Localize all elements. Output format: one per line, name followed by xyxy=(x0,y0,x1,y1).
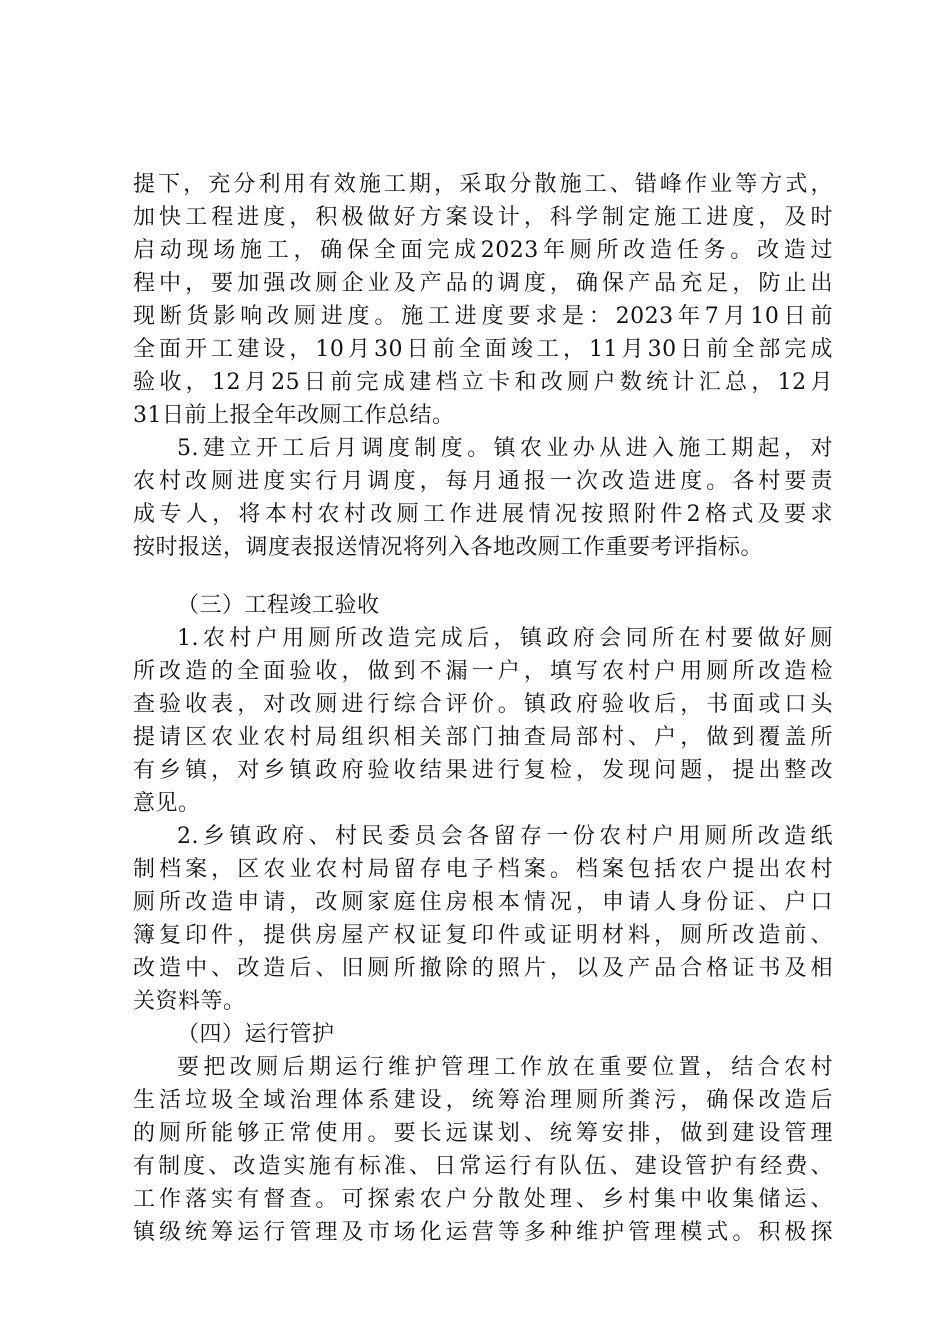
text-line: 的厕所能够正常使用。要长远谋划、统筹安排，做到建设管理 xyxy=(133,1121,833,1146)
text-line: 制档案，区农业农村局留存电子档案。档案包括农户提出农村 xyxy=(133,857,833,882)
text-line: 31日前上报全年改厕工作总结。 xyxy=(133,403,455,428)
text-line: 厕所改造申请，改厕家庭住房根本情况，申请人身份证、户口 xyxy=(133,890,833,915)
text-line: 工作落实有督查。可探索农户分散处理、乡村集中收集储运、 xyxy=(133,1187,833,1212)
text-line: 验收，12月25日前完成建档立卡和改厕户数统计汇总，12月 xyxy=(133,370,833,395)
text-line: 程中，要加强改厕企业及产品的调度，确保产品充足，防止出 xyxy=(133,271,833,296)
text-line: 5.建立开工后月调度制度。镇农业办从进入施工期起，对 xyxy=(177,436,833,461)
text-line: 改造中、改造后、旧厕所撤除的照片，以及产品合格证书及相 xyxy=(133,956,833,981)
text-line: 按时报送，调度表报送情况将列入各地改厕工作重要考评指标。 xyxy=(133,535,764,560)
text-line: 现断货影响改厕进度。施工进度要求是：2023年7月10日前 xyxy=(133,304,833,329)
text-line: 有制度、改造实施有标准、日常运行有队伍、建设管护有经费、 xyxy=(133,1154,833,1179)
text-line: 意见。 xyxy=(133,791,201,816)
text-line: 镇级统筹运行管理及市场化运营等多种维护管理模式。积极探 xyxy=(133,1220,833,1245)
paragraph-gap xyxy=(133,564,833,589)
section-heading: （四）运行管护 xyxy=(177,1022,335,1047)
text-line: 查验收表，对改厕进行综合评价。镇政府验收后，书面或口头 xyxy=(133,692,833,717)
text-line: 生活垃圾全域治理体系建设，统筹治理厕所粪污，确保改造后 xyxy=(133,1088,833,1113)
text-line: 全面开工建设，10月30日前全面竣工，11月30日前全部完成 xyxy=(133,337,833,362)
text-line: 提下，充分利用有效施工期，采取分散施工、错峰作业等方式， xyxy=(133,172,833,197)
text-line: 所改造的全面验收，做到不漏一户，填写农村户用厕所改造检 xyxy=(133,659,833,684)
text-line: 要把改厕后期运行维护管理工作放在重要位置，结合农村 xyxy=(177,1055,833,1080)
document-body xyxy=(133,168,833,1249)
text-line: 2.乡镇政府、村民委员会各留存一份农村户用厕所改造纸 xyxy=(177,824,833,849)
section-heading: （三）工程竣工验收 xyxy=(177,593,380,618)
text-line: 成专人，将本村农村改厕工作进展情况按照附件2格式及要求 xyxy=(133,502,833,527)
text-line: 有乡镇，对乡镇政府验收结果进行复检，发现问题，提出整改 xyxy=(133,758,833,783)
text-line: 关资料等。 xyxy=(133,989,246,1014)
text-line: 提请区农业农村局组织相关部门抽查局部村、户，做到覆盖所 xyxy=(133,725,833,750)
text-line: 加快工程进度，积极做好方案设计，科学制定施工进度，及时 xyxy=(133,205,833,230)
text-line: 1.农村户用厕所改造完成后，镇政府会同所在村要做好厕 xyxy=(177,626,833,651)
text-line: 簿复印件，提供房屋产权证复印件或证明材料，厕所改造前、 xyxy=(133,923,833,948)
text-line: 农村改厕进度实行月调度，每月通报一次改造进度。各村要责 xyxy=(133,469,833,494)
text-line: 启动现场施工，确保全面完成2023年厕所改造任务。改造过 xyxy=(133,238,833,263)
